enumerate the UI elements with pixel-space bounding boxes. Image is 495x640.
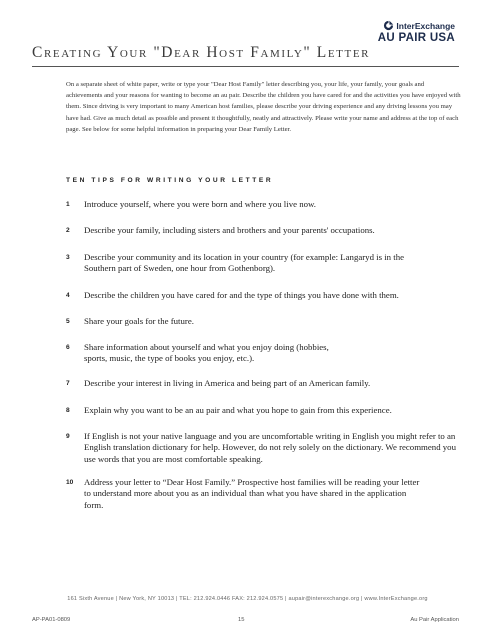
tip-number: 5	[66, 318, 70, 325]
tip-number: 3	[66, 254, 70, 261]
tip-text: Share your goals for the future.	[84, 316, 194, 326]
logo-wordmark	[325, 20, 455, 31]
tip-text: Introduce yourself, where you were born and where you live now.	[84, 199, 316, 209]
interexchange-logo-icon	[383, 20, 394, 31]
tip-item	[66, 290, 466, 301]
tip-item	[66, 252, 466, 275]
tip-text: Address your letter to “Dear Host Family.” Prospective host families will be reading your letter to understand more about you as an individual than what you have shared in the application form.	[84, 477, 420, 510]
tip-number: 4	[66, 292, 70, 299]
tip-item	[66, 477, 466, 511]
tip-item	[66, 225, 466, 236]
logo-text: InterExchange	[396, 20, 455, 31]
tip-item	[66, 431, 466, 465]
tip-number: 8	[66, 407, 70, 414]
intro-paragraph: On a separate sheet of white paper, write or type your "Dear Host Family" letter describing you, your life, your family, your goals and achievements and your reasons for wanting to become an au pair. Describe the children you have cared for and the activities you have enjoyed with them. Since driving is very important to many American host families, please describe your driving experience and any driving lessons you may have had. Give as much detail as possible and present it thoughtfully, neatly and attractively. Please write your name and address at the top of each page. See below for some helpful information in preparing your Dear Family Letter.	[66, 81, 461, 133]
tip-number: 1	[66, 201, 70, 208]
tips-heading: TEN TIPS FOR WRITING YOUR LETTER	[66, 177, 274, 184]
title-divider	[32, 66, 459, 67]
tip-text: Explain why you want to be an au pair and what you hope to gain from this experience.	[84, 405, 392, 415]
tip-text: Describe the children you have cared for and the type of things you have done with them.	[84, 290, 399, 300]
interexchange-logo	[325, 20, 455, 44]
page-number: 15	[238, 617, 245, 623]
tip-text: Describe your family, including sisters and brothers and your parents' occupations.	[84, 225, 375, 235]
tip-text: Describe your community and its location in your country (for example: Langaryd is in the Southern part of Sweden, one hour from Gothenborg).	[84, 252, 405, 274]
tip-item	[66, 316, 466, 327]
tip-number: 9	[66, 433, 70, 440]
footer-label: Au Pair Application	[410, 617, 459, 623]
tip-number: 7	[66, 380, 70, 387]
footer-address: 161 Sixth Avenue | New York, NY 10013 | TEL: 212.924.0446 FAX: 212.924.0575 | aupair@interexchange.org | www.InterExchange.org	[67, 596, 428, 602]
tip-item	[66, 378, 466, 389]
tip-text: Describe your interest in living in America and being part of an American family.	[84, 378, 371, 388]
page-title: Creating Your "Dear Host Family" Letter	[32, 44, 371, 61]
tip-item	[66, 199, 466, 210]
form-code: AP-PA01-0809	[32, 617, 71, 623]
program-name: AU PAIR USA	[377, 32, 455, 44]
tip-text: If English is not your native language and you are uncomfortable writing in English you might refer to an English translation dictionary for help. However, do not rely solely on the dictionary. We recommend you use words that you are most comfortable speaking.	[84, 431, 456, 464]
tip-number: 6	[66, 344, 70, 351]
tip-number: 10	[66, 479, 74, 486]
tip-item	[66, 405, 466, 416]
tip-text: Share information about yourself and what you enjoy doing (hobbies, sports, music, the type of books you enjoy, etc.).	[84, 342, 329, 364]
tip-number: 2	[66, 227, 70, 234]
tip-item	[66, 342, 466, 365]
